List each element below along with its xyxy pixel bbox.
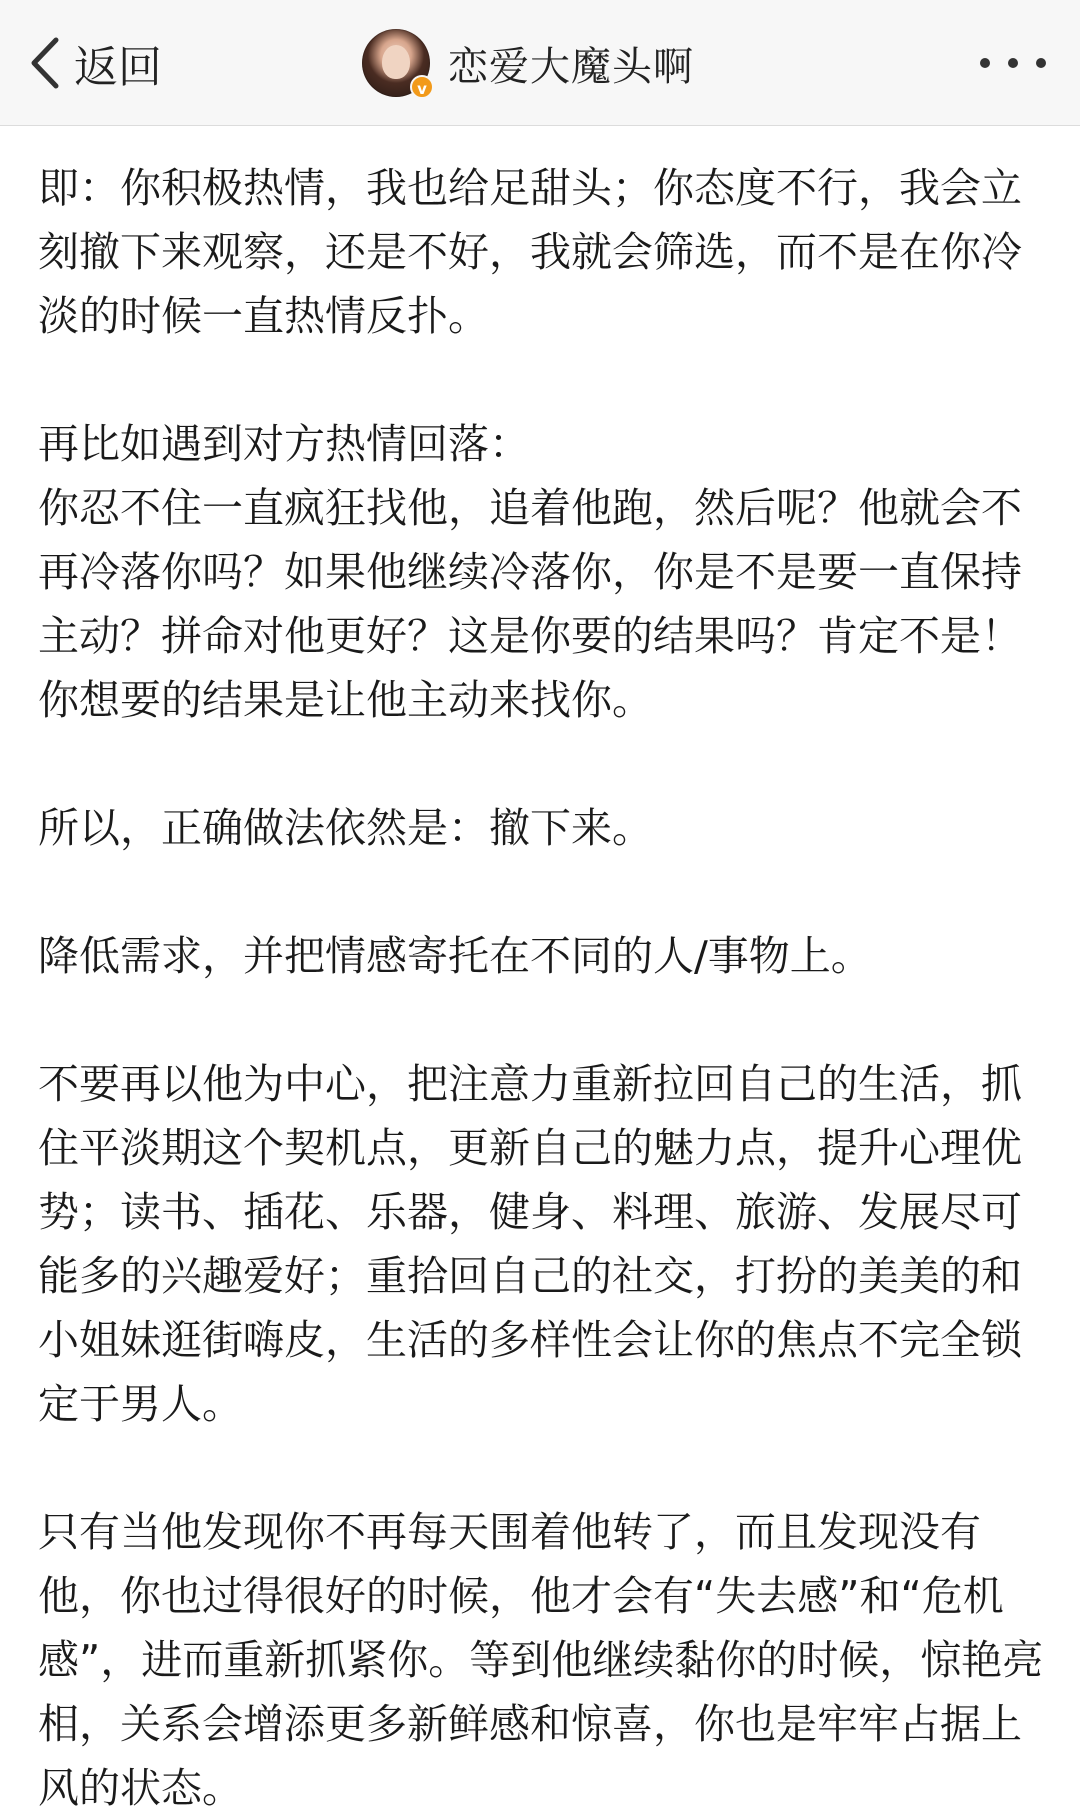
avatar-face: [382, 45, 410, 79]
post-paragraph: 只有当他发现你不再每天围着他转了，而且发现没有他，你也过得很好的时候，他才会有“失去感”和“危机感”，进而重新抓紧你。等到他继续黏你的时候，惊艳亮相，关系会增添更多新鲜感和惊喜，你也是牢牢占据上风的状态。: [38, 1508, 1044, 1812]
author-name[interactable]: 恋爱大魔头啊: [448, 43, 694, 90]
post-paragraph: 再比如遇到对方热情回落： 你忍不住一直疯狂找他，追着他跑，然后呢？他就会不再冷落你吗？如果他继续冷落你，你是不是要一直保持主动？拼命对他更好？这是你要的结果吗？肯定不是！你想要的结果是让他主动来找你。: [38, 420, 1022, 724]
verified-badge-icon: v: [410, 75, 434, 99]
top-nav-bar: [0, 0, 1080, 126]
post-paragraph: 即：你积极热情，我也给足甜头；你态度不行，我会立刻撤下来观察，还是不好，我就会筛选，而不是在你冷淡的时候一直热情反扑。: [38, 164, 1022, 340]
more-options-button[interactable]: [980, 46, 1046, 80]
back-label: 返回: [74, 42, 162, 93]
more-dot-icon: [980, 58, 990, 68]
more-dot-icon: [1036, 58, 1046, 68]
author-profile[interactable]: [362, 28, 694, 98]
post-paragraph: 所以，正确做法依然是：撤下来。: [38, 804, 653, 852]
chevron-left-icon: [28, 30, 72, 96]
back-button[interactable]: [28, 30, 162, 96]
post-paragraph: 降低需求，并把情感寄托在不同的人/事物上。: [38, 932, 872, 980]
more-dot-icon: [1008, 58, 1018, 68]
avatar[interactable]: [362, 29, 430, 97]
post-body: [38, 156, 1048, 1820]
post-paragraph: 不要再以他为中心，把注意力重新拉回自己的生活，抓住平淡期这个契机点，更新自己的魅力点，提升心理优势；读书、插花、乐器，健身、料理、旅游、发展尽可能多的兴趣爱好；重拾回自己的社交，打扮的美美的和小姐妹逛街嗨皮，生活的多样性会让你的焦点不完全锁定于男人。: [38, 1060, 1022, 1428]
